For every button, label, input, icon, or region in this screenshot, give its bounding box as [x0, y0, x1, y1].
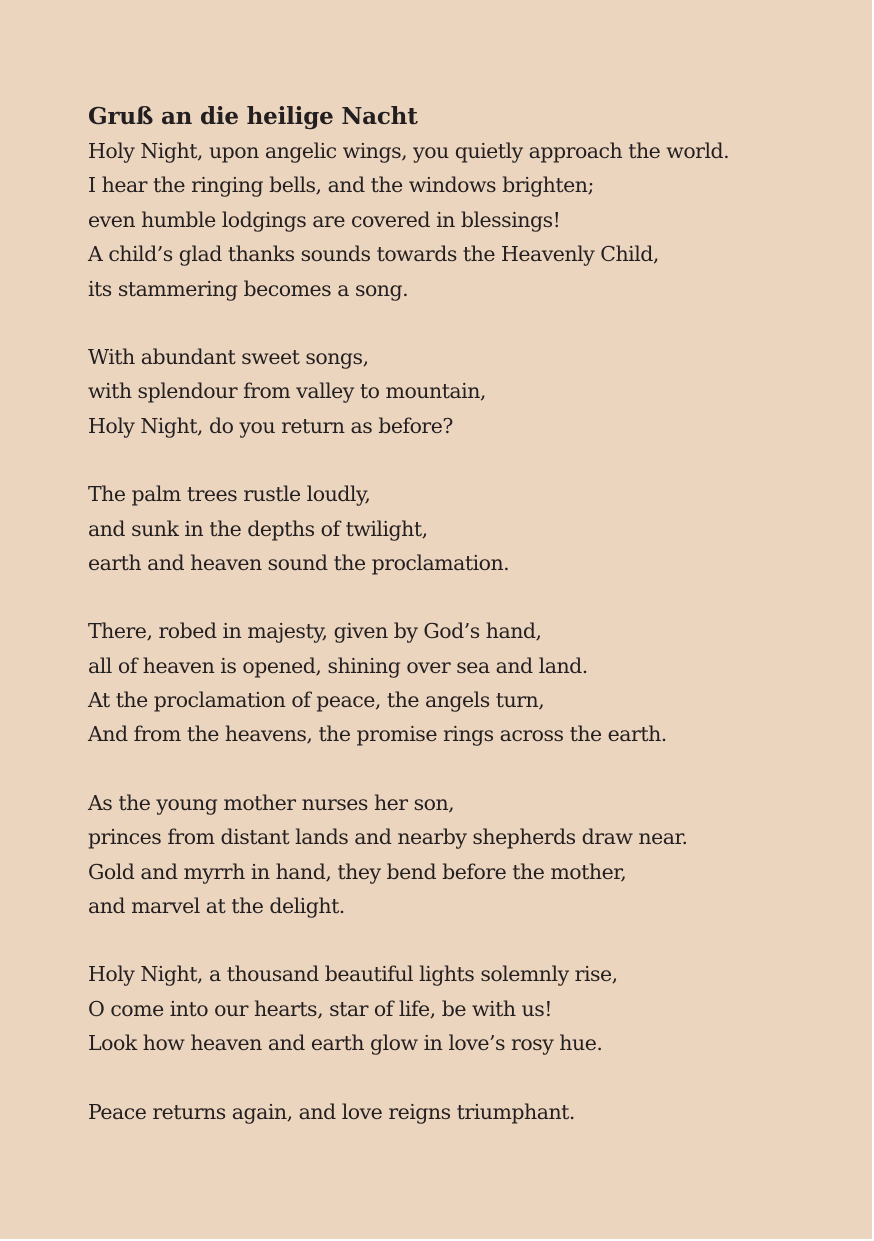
poem-line: its stammering becomes a song. — [88, 276, 409, 301]
poem-line: Peace returns again, and love reigns triumphant. — [88, 1099, 575, 1124]
poem-line: and marvel at the delight. — [88, 894, 345, 919]
poem-line: And from the heavens, the promise rings across the earth. — [88, 722, 667, 747]
stanza — [88, 614, 828, 752]
poem-line: all of heaven is opened, shining over sea and land. — [88, 653, 588, 678]
poem-line: Gold and myrrh in hand, they bend before the mother, — [88, 859, 627, 884]
poem-line: even humble lodgings are covered in blessings! — [88, 207, 561, 232]
stanza — [88, 340, 828, 443]
poem-line: As the young mother nurses her son, — [88, 790, 455, 815]
stanza — [88, 786, 828, 924]
stanza — [88, 134, 828, 306]
poem-line: princes from distant lands and nearby shepherds draw near. — [88, 825, 688, 850]
poem-title: Gruß an die heilige Nacht — [88, 103, 418, 130]
poem-line: Holy Night, upon angelic wings, you quietly approach the world. — [88, 139, 730, 163]
poem-line: and sunk in the depths of twilight, — [88, 516, 428, 541]
poem-line: earth and heaven sound the proclamation. — [88, 550, 510, 575]
poem-line: Holy Night, do you return as before? — [88, 413, 453, 438]
poem — [88, 100, 828, 1163]
poem-line: The palm trees rustle loudly, — [88, 482, 371, 507]
poem-line: There, robed in majesty, given by God’s hand, — [88, 619, 542, 644]
poem-line: O come into our hearts, star of life, be with us! — [88, 996, 552, 1021]
poem-line: I hear the ringing bells, and the windows brighten; — [88, 173, 594, 198]
stanza — [88, 477, 828, 580]
poem-line: Look how heaven and earth glow in love’s rosy hue. — [88, 1031, 603, 1056]
poem-line: A child’s glad thanks sounds towards the Heavenly Child, — [88, 242, 659, 267]
poem-line: with splendour from valley to mountain, — [88, 379, 486, 404]
stanza — [88, 957, 828, 1060]
poem-line: At the proclamation of peace, the angels turn, — [88, 688, 545, 713]
poem-line: Holy Night, a thousand beautiful lights solemnly rise, — [88, 962, 618, 987]
poem-line: With abundant sweet songs, — [88, 344, 369, 369]
stanza — [88, 1095, 828, 1129]
